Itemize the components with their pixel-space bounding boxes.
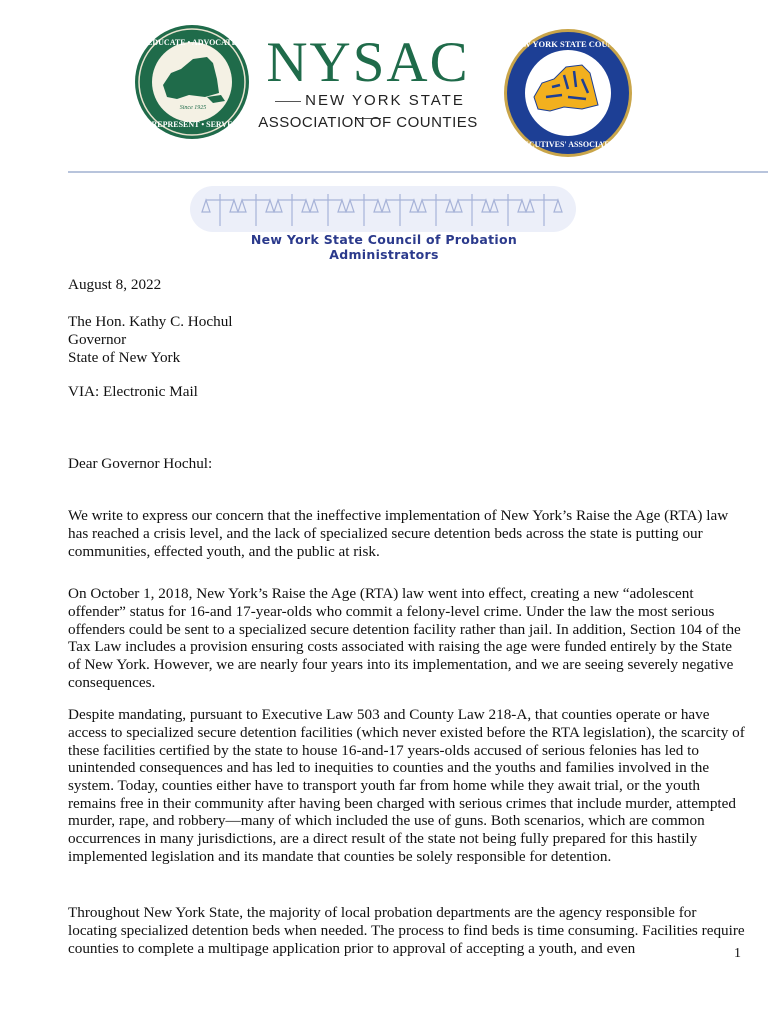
nysac-seal-logo [133,23,251,141]
county-executives-seal-logo [502,27,634,159]
header-divider [68,171,768,173]
org-name: NYSAC [266,31,470,94]
body-paragraph-1: We write to express our concern that the ineffective implementation of New York’s Raise the Age (RTA) law has reached a crisis level, and the lack of specialized secure detention beds across the state is putting our communities, effected youth, and the public at risk. [68,507,729,560]
letter-date: August 8, 2022 [68,276,162,293]
svg-text:REPRESENT • SERVE: REPRESENT • SERVE [151,120,233,129]
addressee-org: State of New York [68,349,181,366]
addressee-title: Governor [68,331,127,348]
svg-text:Since 1925: Since 1925 [179,105,207,111]
page-number: 1 [734,946,741,961]
body-paragraph-4: Throughout New York State, the majority of local probation departments are the agency responsible for locating specialized detention beds when needed. The process to find beds is time consuming. Facilities require counties to complete a multipage application prior to approval of accepting a youth, and even [68,904,745,957]
svg-text:NEW YORK STATE COUNTY: NEW YORK STATE COUNTY [510,39,626,49]
body-paragraph-2: On October 1, 2018, New York’s Raise the Age (RTA) law went into effect, creating a new “adolescent offender” status for 16-and 17-year-olds who commit a felony-level crime. Under the law the most serious offenders could be sent to a specialized secure detention facility rather than jail. In addition, Section 104 of the Tax Law includes a provision ensuring costs associated with raising the age were funded entirely by the State of New York. However, we are nearly four years into its implementation, and we are seeing severely negative consequences. [68,585,741,691]
delivery-method: VIA: Electronic Mail [68,383,198,400]
salutation: Dear Governor Hochul: [68,455,213,472]
rule-left [275,101,301,102]
letterhead [0,0,768,170]
addressee-block [68,313,233,367]
org-subtitle-state-text: NEW YORK STATE [305,92,465,109]
body-paragraph-3: Despite mandating, pursuant to Executive Law 503 and County Law 218-A, that counties operate or have access to specialized secure detention facilities (which never existed before the RTA legislation), the scarcity of these facilities certified by the state to house 16-and-17 years-olds accused of serious felonies has led to unintended consequences and has led to inequities to counties and the youths and families involved in the system. Today, counties either have to transport youth far from home while they await trial, or the youth remains free in their community after having been charged with serious crimes that include murder, attempted murder, rape, and robbery—many of which included the use of guns. Both scenarios, which are common occurrences in many jurisdictions, are a direct result of the state not being fully prepared for this hastily implemented legislation and its mandate that counties be solely responsible for detention. [68,706,745,865]
council-name: New York State Council of Probation Administrators [250,232,518,262]
addressee-name: The Hon. Kathy C. Hochul [68,313,233,330]
svg-text:EDUCATE • ADVOCATE: EDUCATE • ADVOCATE [147,38,237,47]
svg-text:EXECUTIVES' ASSOCIATION: EXECUTIVES' ASSOCIATION [512,140,624,149]
org-subtitle-association: ASSOCIATION OF COUNTIES [258,114,478,131]
